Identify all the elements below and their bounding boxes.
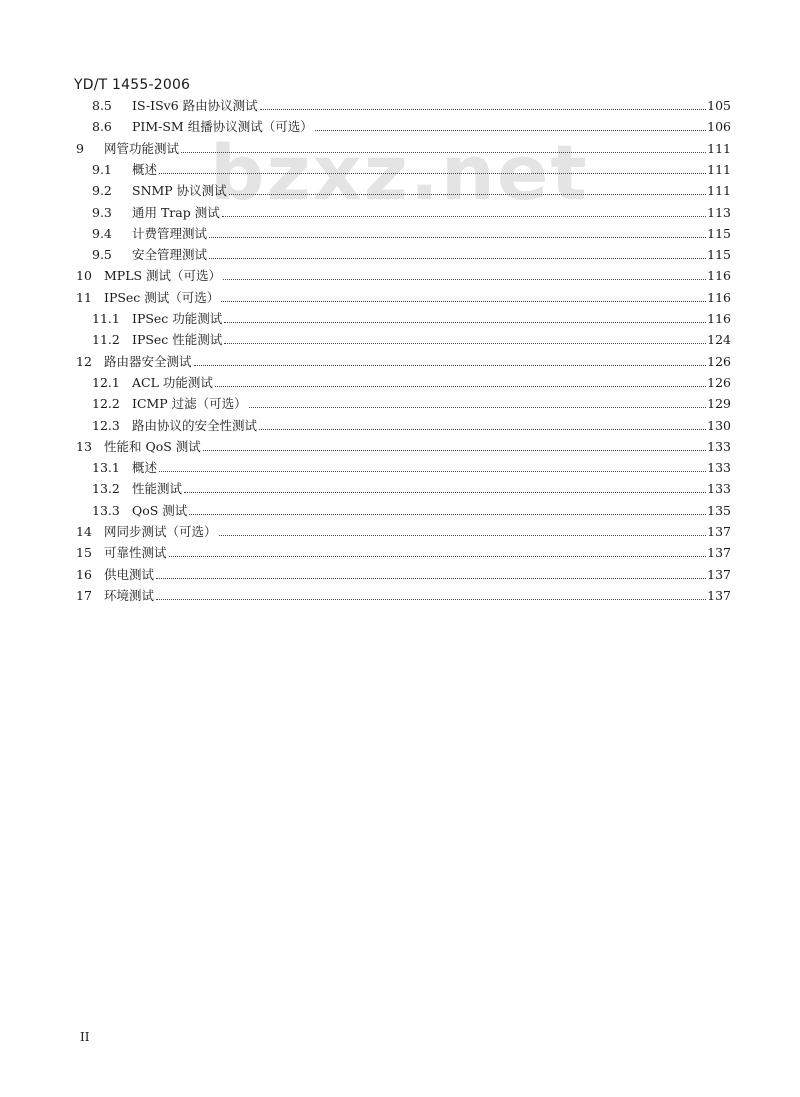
toc-leader-dots	[203, 450, 706, 451]
toc-leader-dots	[224, 322, 706, 323]
toc-entry-page: 115	[707, 226, 731, 241]
toc-entry-page: 130	[707, 418, 731, 433]
toc-entry	[76, 523, 731, 541]
toc-entry-number: 9.4	[92, 226, 112, 241]
toc-entry-number: 17	[76, 588, 92, 603]
toc-entry-page: 137	[707, 524, 731, 539]
toc-entry	[92, 417, 731, 435]
toc-entry-number: 11.1	[92, 311, 120, 326]
toc-entry	[92, 97, 731, 115]
toc-entry-page: 116	[707, 268, 731, 283]
toc-entry-title: IPSec 测试（可选）	[104, 290, 220, 305]
toc-entry	[92, 161, 731, 179]
toc-entry-title: 网管功能测试	[104, 141, 180, 156]
toc-entry-page: 133	[707, 481, 731, 496]
toc-entry-page: 105	[707, 98, 731, 113]
toc-entry-page: 111	[707, 162, 731, 177]
toc-entry-title: 路由协议的安全性测试	[132, 418, 258, 433]
toc-leader-dots	[184, 492, 706, 493]
toc-entry	[76, 267, 731, 285]
toc-entry-title: MPLS 测试（可选）	[104, 268, 222, 283]
toc-entry-title: SNMP 协议测试	[132, 183, 227, 198]
toc-leader-dots	[209, 258, 706, 259]
toc-entry-number: 12.1	[92, 375, 120, 390]
toc-leader-dots	[159, 471, 706, 472]
toc-entry-number: 11	[76, 290, 92, 305]
toc-entry-number: 12.3	[92, 418, 120, 433]
toc-entry-title: 概述	[132, 460, 158, 475]
toc-entry-number: 9.1	[92, 162, 112, 177]
toc-entry-number: 15	[76, 545, 92, 560]
toc-entry-number: 12	[76, 354, 92, 369]
toc-leader-dots	[156, 578, 706, 579]
page-number: II	[80, 1030, 90, 1044]
toc-entry-title: QoS 测试	[132, 503, 188, 518]
toc-entry-title: 环境测试	[104, 588, 155, 603]
toc-leader-dots	[221, 301, 706, 302]
toc-entry-number: 8.6	[92, 119, 112, 134]
document-id-header: YD/T 1455-2006	[74, 77, 191, 93]
toc-entry-title: 计费管理测试	[132, 226, 208, 241]
toc-leader-dots	[159, 173, 706, 174]
toc-entry-page: 137	[707, 567, 731, 582]
toc-entry	[92, 395, 731, 413]
toc-entry	[92, 182, 731, 200]
toc-entry-title: IS-ISv6 路由协议测试	[132, 98, 258, 113]
toc-leader-dots	[259, 429, 706, 430]
toc-entry-title: 供电测试	[104, 567, 155, 582]
toc-leader-dots	[224, 343, 706, 344]
toc-entry-number: 11.2	[92, 332, 120, 347]
toc-leader-dots	[189, 514, 706, 515]
toc-entry	[92, 225, 731, 243]
toc-entry-number: 13.2	[92, 481, 120, 496]
toc-entry-page: 116	[707, 290, 731, 305]
toc-entry	[76, 438, 731, 456]
toc-entry-page: 116	[707, 311, 731, 326]
toc-entry-page: 133	[707, 439, 731, 454]
toc-entry	[92, 502, 731, 520]
toc-entry-title: 通用 Trap 测试	[132, 205, 220, 220]
toc-entry-page: 126	[707, 354, 731, 369]
toc-entry	[76, 587, 731, 605]
toc-entry-number: 14	[76, 524, 92, 539]
toc-entry	[76, 566, 731, 584]
toc-entry	[92, 204, 731, 222]
toc-leader-dots	[222, 216, 706, 217]
toc-entry-title: 安全管理测试	[132, 247, 208, 262]
toc-leader-dots	[315, 130, 706, 131]
toc-entry-page: 111	[707, 141, 731, 156]
toc-entry-page: 106	[707, 119, 731, 134]
toc-leader-dots	[156, 599, 706, 600]
toc-leader-dots	[194, 365, 707, 366]
toc-entry-number: 9.3	[92, 205, 112, 220]
toc-leader-dots	[219, 535, 707, 536]
toc-leader-dots	[260, 109, 706, 110]
toc-entry-number: 12.2	[92, 396, 120, 411]
toc-entry-number: 9.2	[92, 183, 112, 198]
toc-entry-number: 9	[76, 141, 84, 156]
toc-entry-page: 135	[707, 503, 731, 518]
toc-entry	[76, 289, 731, 307]
toc-entry-title: ACL 功能测试	[132, 375, 213, 390]
toc-entry-title: PIM-SM 组播协议测试（可选）	[132, 119, 313, 134]
toc-entry-number: 8.5	[92, 98, 112, 113]
toc-entry-page: 113	[707, 205, 731, 220]
toc-entry	[92, 459, 731, 477]
toc-entry	[76, 353, 731, 371]
toc-entry	[92, 310, 731, 328]
toc-entry-number: 10	[76, 268, 92, 283]
toc-entry-number: 13	[76, 439, 92, 454]
toc-entry	[92, 480, 731, 498]
toc-leader-dots	[209, 237, 706, 238]
toc-entry-page: 137	[707, 588, 731, 603]
toc-entry-page: 133	[707, 460, 731, 475]
toc-entry-page: 126	[707, 375, 731, 390]
toc-entry-title: 性能测试	[132, 481, 183, 496]
toc-leader-dots	[215, 386, 706, 387]
toc-entry-page: 115	[707, 247, 731, 262]
toc-entry-number: 13.1	[92, 460, 120, 475]
toc-leader-dots	[249, 407, 706, 408]
toc-entry-number: 9.5	[92, 247, 112, 262]
toc-entry-title: ICMP 过滤（可选）	[132, 396, 247, 411]
toc-entry	[76, 544, 731, 562]
toc-entry	[92, 374, 731, 392]
toc-leader-dots	[169, 556, 707, 557]
toc-entry-title: IPSec 功能测试	[132, 311, 223, 326]
toc-entry-title: 可靠性测试	[104, 545, 167, 560]
toc-entry-title: 概述	[132, 162, 158, 177]
toc-entry-title: 性能和 QoS 测试	[104, 439, 201, 454]
toc-entry-number: 16	[76, 567, 92, 582]
toc-entry	[92, 331, 731, 349]
toc-leader-dots	[223, 279, 706, 280]
toc-entry-page: 124	[707, 332, 731, 347]
toc-entry	[92, 246, 731, 264]
toc-entry-title: IPSec 性能测试	[132, 332, 223, 347]
toc-entry	[76, 140, 731, 158]
toc-entry-page: 137	[707, 545, 731, 560]
toc-leader-dots	[181, 152, 706, 153]
toc-entry-page: 129	[707, 396, 731, 411]
toc-leader-dots	[229, 194, 706, 195]
toc-entry-number: 13.3	[92, 503, 120, 518]
toc-entry	[92, 118, 731, 136]
toc-entry-title: 网同步测试（可选）	[104, 524, 217, 539]
toc-entry-page: 111	[707, 183, 731, 198]
toc-entry-title: 路由器安全测试	[104, 354, 192, 369]
watermark-text: bzxz.net	[210, 128, 589, 217]
